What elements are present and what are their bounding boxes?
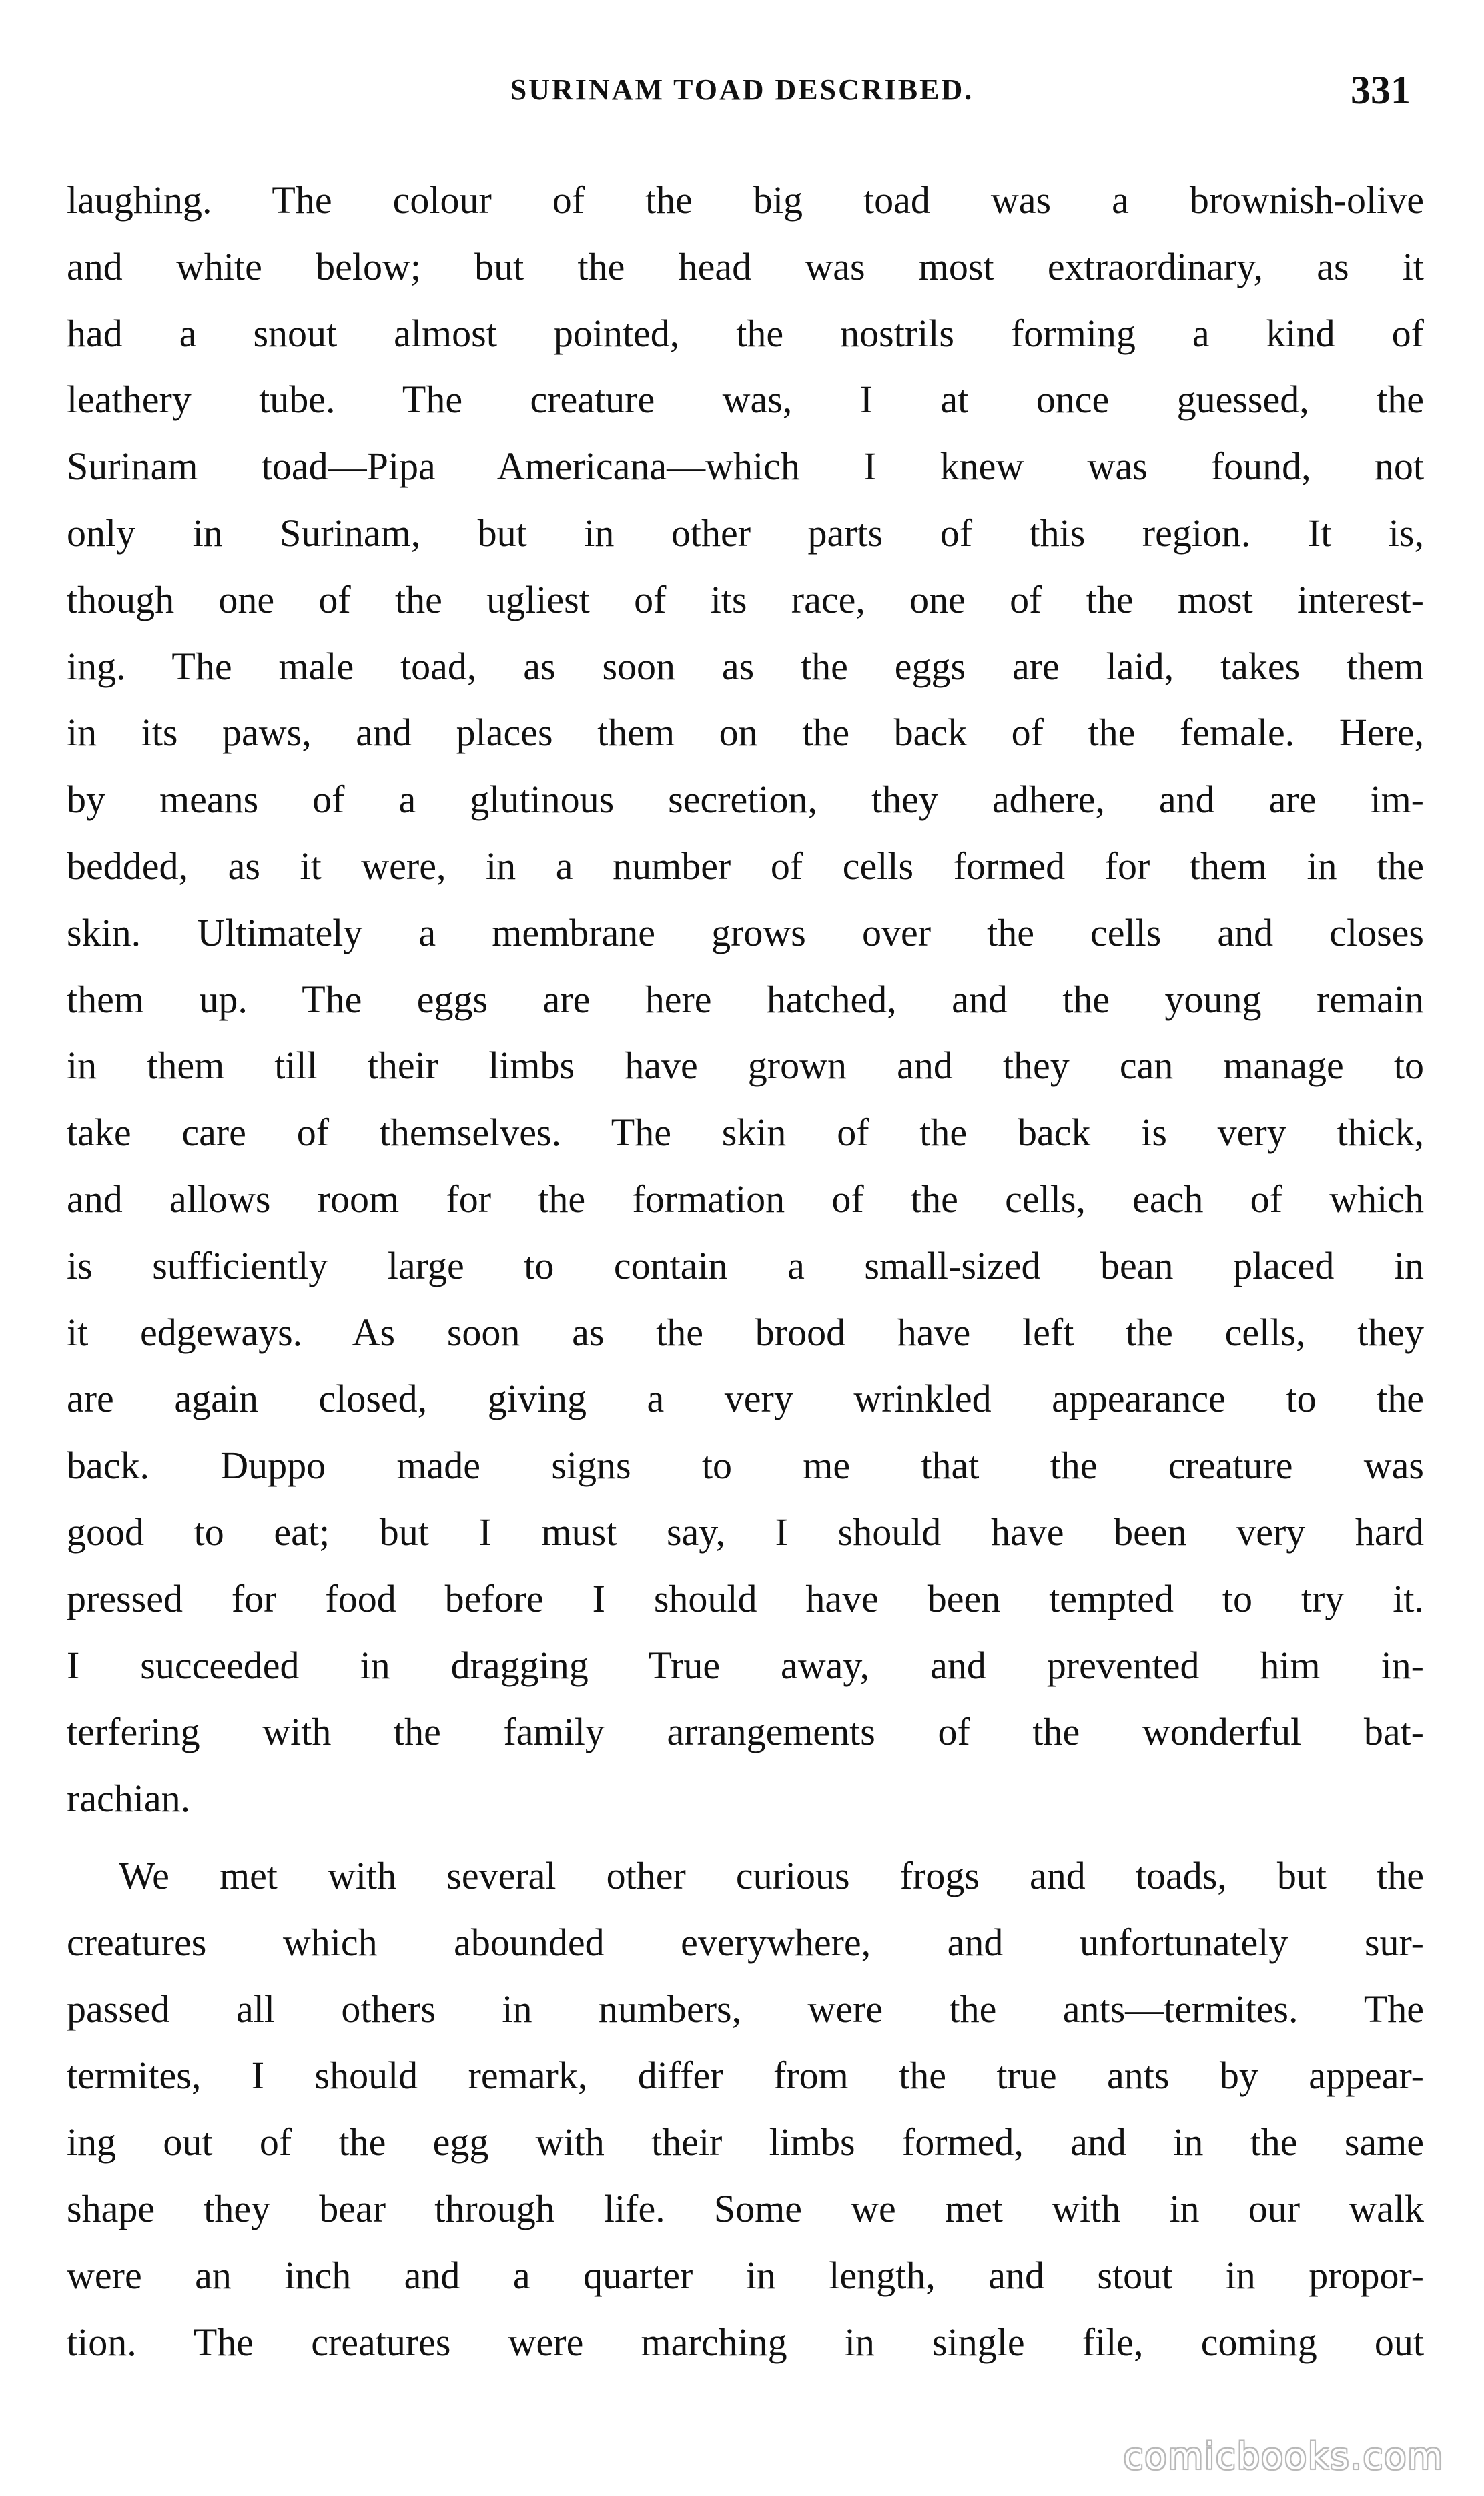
text-line: ing out of the egg with their limbs formed, and in the same: [67, 2120, 1424, 2164]
text-line: take care of themselves. The skin of the back is very thick,: [67, 1111, 1424, 1155]
text-line: laughing. The colour of the big toad was a brownish-olive: [67, 178, 1424, 222]
text-line: are again closed, giving a very wrinkled appearance to the: [67, 1377, 1424, 1421]
text-line: ing. The male toad, as soon as the eggs are laid, takes them: [67, 644, 1424, 688]
text-line: Surinam toad—Pipa Americana—which I knew was found, not: [67, 444, 1424, 489]
text-line: and white below; but the head was most extraordinary, as it: [67, 244, 1424, 288]
text-line: in them till their limbs have grown and they can manage to: [67, 1044, 1424, 1088]
text-line: though one of the ugliest of its race, one of the most interest-: [67, 577, 1424, 621]
text-line: termites, I should remark, differ from the true ants by appear-: [67, 2054, 1424, 2098]
text-line: by means of a glutinous secretion, they adhere, and are im-: [67, 777, 1424, 822]
watermark: comicbooks.com: [1123, 2435, 1444, 2477]
body-text: [67, 167, 1424, 2375]
page-number: 331: [1351, 68, 1411, 112]
text-line: and allows room for the formation of the cells, each of which: [67, 1177, 1424, 1221]
text-line: them up. The eggs are here hatched, and the young remain: [67, 977, 1424, 1021]
running-title: SURINAM TOAD DESCRIBED.: [510, 73, 974, 106]
text-line: were an inch and a quarter in length, and stout in propor-: [67, 2253, 1424, 2297]
paragraph-gap: [67, 1832, 1424, 1843]
text-line: tion. The creatures were marching in single file, coming out: [67, 2320, 1424, 2364]
text-line: bedded, as it were, in a number of cells formed for them in the: [67, 844, 1424, 888]
text-line: had a snout almost pointed, the nostrils forming a kind of: [67, 311, 1424, 355]
running-header: [73, 63, 1411, 117]
text-line: in its paws, and places them on the back of the female. Here,: [67, 711, 1424, 755]
text-line: terfering with the family arrangements of the wonderful bat-: [67, 1710, 1424, 1754]
text-line: pressed for food before I should have been tempted to try it.: [67, 1576, 1424, 1620]
text-line: good to eat; but I must say, I should have been very hard: [67, 1510, 1424, 1554]
text-line: it edgeways. As soon as the brood have left the cells, they: [67, 1310, 1424, 1354]
text-line: is sufficiently large to contain a small-sized bean placed in: [67, 1243, 1424, 1287]
text-line: only in Surinam, but in other parts of this region. It is,: [67, 511, 1424, 555]
text-line: skin. Ultimately a membrane grows over the cells and closes: [67, 910, 1424, 954]
text-line: rachian.: [67, 1777, 191, 1821]
text-line: We met with several other curious frogs and toads, but the: [119, 1853, 1424, 1897]
text-line: creatures which abounded everywhere, and unfortunately sur-: [67, 1920, 1424, 1964]
text-line: leathery tube. The creature was, I at once guessed, the: [67, 378, 1424, 422]
text-line: back. Duppo made signs to me that the creature was: [67, 1444, 1424, 1488]
text-line: I succeeded in dragging True away, and prevented him in-: [67, 1643, 1424, 1687]
text-line: shape they bear through life. Some we met with in our walk: [67, 2186, 1424, 2230]
text-line: passed all others in numbers, were the ants—termites. The: [67, 1987, 1424, 2031]
